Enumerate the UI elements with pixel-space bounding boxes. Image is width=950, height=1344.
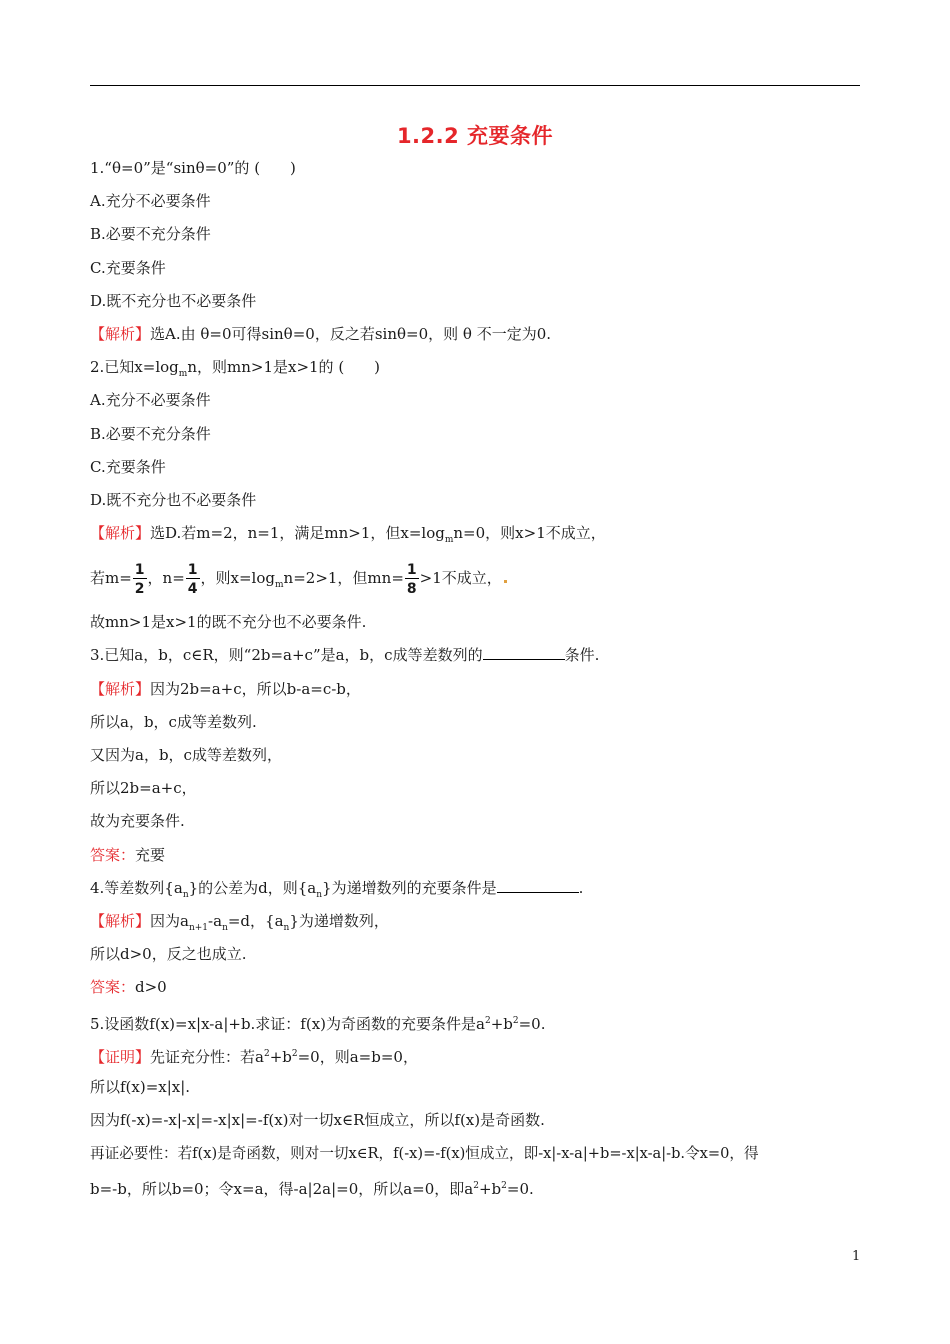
fraction-m: [133, 563, 147, 596]
q3-analysis-line-3: 又因为a，b，c成等差数列，: [90, 746, 282, 764]
q4-stem-text: 4.等差数列{a: [90, 878, 183, 897]
fraction-n: [186, 563, 200, 596]
log-base: m: [178, 369, 188, 380]
q1-analysis-text: 选A.由 θ=0可得sinθ=0，反之若sinθ=0，则 θ 不一定为0.: [150, 324, 552, 343]
q2-analysis-text: n=2>1，但mn=: [283, 569, 404, 588]
subscript: n: [222, 922, 228, 933]
fraction-numerator: 1: [134, 561, 145, 578]
answer-label: 答案：: [90, 845, 136, 864]
fraction-numerator: 1: [406, 561, 417, 578]
answer-value: d>0: [135, 978, 167, 997]
subscript: n: [283, 922, 290, 933]
q5-proof-text: +b: [478, 1180, 502, 1199]
answer-label: 答案：: [90, 978, 136, 997]
q4-analysis-text: }为递增数列，: [289, 911, 389, 930]
q3-analysis-line-1: [90, 673, 870, 706]
q3-stem-text: 3.已知a，b，c∈R，则“2b=a+c”是a，b，c成等差数列的: [90, 646, 483, 665]
q3-analysis-line-5: 故为充要条件.: [90, 812, 185, 831]
q1-stem: 1.“θ=0”是“sinθ=0”的 ( ): [90, 159, 296, 177]
q1-option-a: A.充分不必要条件: [90, 192, 211, 211]
analysis-tag: 【解析】: [90, 324, 151, 343]
q2-analysis-text: 若m=: [90, 569, 132, 588]
q5-proof-text: =0.: [506, 1180, 534, 1199]
q2-option-a: [90, 384, 870, 417]
q4-analysis-line-2: 所以d>0，反之也成立.: [90, 945, 247, 964]
superscript: 2: [484, 1015, 491, 1026]
q5-stem-text: +b: [490, 1014, 513, 1033]
q2-analysis-text: >1不成立，: [419, 569, 502, 588]
q4-analysis-line-1: [90, 905, 870, 938]
q3-answer: [90, 839, 870, 872]
q2-analysis-text: ，n=: [147, 569, 185, 588]
q5-proof-text: +b: [269, 1047, 292, 1066]
superscript: 2: [291, 1048, 298, 1059]
q5-proof-line-2: 所以f(x)=x|x|.: [90, 1077, 191, 1096]
fraction-mn: [405, 563, 419, 596]
page-number: 1: [852, 1249, 861, 1264]
q2-option-b: B.必要不充分条件: [90, 424, 211, 443]
q3-analysis-line-4: 所以2b=a+c，: [90, 779, 197, 798]
superscript: 2: [473, 1181, 479, 1192]
q2-option-a-text: A.充分不必要条件: [90, 391, 211, 410]
q2-analysis-text: n=0，则x>1不成立，: [453, 524, 606, 543]
q5-proof-text: b=-b，所以b=0；令x=a，得-a|2a|=0，所以a=0，即a: [90, 1180, 474, 1199]
q5-stem: [90, 1005, 870, 1038]
log-base: m: [444, 535, 454, 546]
q4-stem-text: }为递增数列的充要条件是: [322, 878, 497, 897]
q2-analysis-text: ，则x=log: [200, 569, 275, 588]
q5-proof-line-5: [90, 1170, 870, 1203]
q1-option-d: D.既不充分也不必要条件: [90, 291, 257, 310]
fraction-denominator: 8: [406, 580, 417, 597]
q5-stem-text: 5.设函数f(x)=x|x-a|+b.求证：f(x)为奇函数的充要条件是a: [90, 1014, 485, 1033]
q2-analysis-line-1: [90, 517, 870, 550]
q2-stem-part: n，则mn>1是x>1的 ( ): [187, 358, 381, 377]
q5-proof-line-3: 因为f(-x)=-x|-x|=-x|x|=-f(x)对一切x∈R恒成立，所以f(x)是奇函数.: [90, 1111, 545, 1130]
log-base: m: [275, 580, 284, 591]
analysis-tag: 【解析】: [90, 524, 151, 543]
q4-answer: [90, 971, 870, 1004]
document-body: [90, 152, 870, 1204]
q3-stem-text: 条件.: [564, 646, 600, 665]
superscript: 2: [263, 1048, 270, 1059]
fraction-numerator: 1: [187, 561, 198, 578]
q4-analysis-text: =d，{a: [227, 911, 284, 930]
q2-analysis-line-2: [90, 550, 870, 606]
q4-stem-text: }的公差为d，则{a: [188, 878, 317, 897]
superscript: 2: [512, 1015, 519, 1026]
q2-option-d: D.既不充分也不必要条件: [90, 490, 257, 509]
q1-analysis: [90, 318, 870, 351]
q3-analysis-line-2: 所以a，b，c成等差数列.: [90, 712, 257, 731]
analysis-tag: 【解析】: [90, 679, 151, 698]
q1-option-c: C.充要条件: [90, 258, 166, 277]
subscript: n+1: [188, 922, 209, 933]
fraction-denominator: 2: [134, 580, 145, 597]
q5-proof-text: =0，则a=b=0，: [297, 1047, 418, 1066]
q1-option-b: B.必要不充分条件: [90, 225, 211, 244]
q5-stem-text: =0.: [518, 1014, 546, 1033]
answer-blank: [483, 645, 565, 660]
q5-proof-text: 先证充分性：若a: [150, 1047, 264, 1066]
q4-stem: [90, 872, 870, 905]
fraction-denominator: 4: [187, 580, 198, 597]
q2-stem: [90, 351, 870, 384]
q4-analysis-text: -a: [208, 911, 223, 930]
q2-analysis-line-3: 故mn>1是x>1的既不充分也不必要条件.: [90, 613, 367, 632]
answer-blank: [497, 878, 579, 893]
q4-stem-text: .: [578, 878, 584, 897]
q2-stem-part: 2.已知x=log: [90, 358, 179, 377]
proof-tag: 【证明】: [90, 1047, 151, 1066]
analysis-tag: 【解析】: [90, 911, 151, 930]
header-rule: [90, 85, 860, 86]
q4-analysis-text: 因为a: [150, 911, 189, 930]
subscript: n: [316, 889, 323, 900]
answer-value: 充要: [135, 845, 166, 864]
q3-stem: [90, 639, 870, 672]
q3-analysis-text: 因为2b=a+c，所以b-a=c-b，: [150, 679, 361, 698]
q2-analysis-text: 选D.若m=2，n=1，满足mn>1，但x=log: [150, 524, 445, 543]
q2-option-c: C.充要条件: [90, 457, 166, 476]
speck-mark: [504, 580, 507, 583]
superscript: 2: [501, 1181, 507, 1192]
q5-proof-line-1: [90, 1038, 870, 1071]
q5-proof-line-4: 再证必要性：若f(x)是奇函数，则对一切x∈R，f(-x)=-f(x)恒成立，即-x|-x-a|+b=-x|x-a|-b.令x=0，得: [90, 1145, 759, 1163]
page-title: 1.2.2 充要条件: [396, 124, 554, 148]
subscript: n: [182, 889, 189, 900]
